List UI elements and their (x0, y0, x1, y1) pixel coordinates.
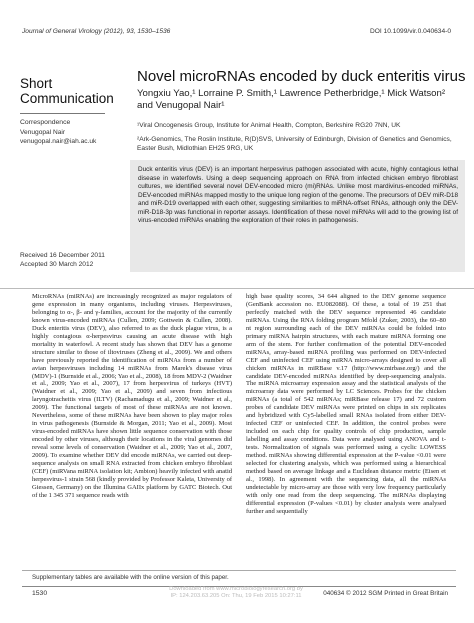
journal-citation: Journal of General Virology (2012), 93, 1530–1536 (22, 28, 171, 35)
footnote-divider (22, 570, 456, 571)
article-title: Novel microRNAs encoded by duck enteritis virus (137, 68, 466, 85)
page-number: 1530 (32, 590, 48, 597)
sidebar-divider (20, 113, 105, 114)
author-list: Yongxiu Yao,¹ Lorraine P. Smith,¹ Lawrence Petherbridge,¹ Mick Watson² and Venugopal Nair¹ (137, 88, 446, 111)
copyright-line: 040634 © 2012 SGM Printed in Great Britain (323, 590, 448, 597)
correspondence-label: Correspondence (20, 119, 71, 126)
header-divider (0, 288, 474, 289)
section-type-title (20, 76, 114, 106)
correspondence-name: Venugopal Nair (20, 129, 66, 136)
affiliation-2: ²Ark-Genomics, The Roslin Institute, R(D)SVS, University of Edinburgh, Division of Genetics and Genomics, Easter Bush, Midlothian EH25 9RG, UK (137, 136, 452, 152)
received-date: Received 16 December 2011 (20, 252, 105, 259)
doi-label: DOI 10.1099/vir.0.040634-0 (369, 28, 451, 35)
section-title-line2: Communication (20, 91, 114, 106)
download-watermark: Downloaded from www.microbiologyresearch.org by IP: 124.203.63.205 On: Thu, 19 Feb 2015 10:27:11 (169, 586, 303, 599)
supplementary-footnote: Supplementary tables are available with the online version of this paper. (32, 574, 229, 581)
body-column-left: MicroRNAs (miRNAs) are increasingly recognized as major regulators of gene expression in many organisms, including viruses. Herpesviruses, belonging to α-, β- and γ-families, account for the majority of the currently known virus-encoded miRNAs (Cullen, 2009; Gottwein & Cullen, 2008). Duck enteritis virus (DEV), also referred to as the duck plague virus, is a highly contagious α-herpesvirus causing an acute disease with high mortality in waterfowl. A recent study has shown that DEV has a genome structure similar to those of iltoviruses (Zheng et al., 2009). We and others have previously reported the identification of miRNAs from a number of avian herpesviruses including 14 miRNAs from Marek's disease virus (MDV)-1 (Burnside et al., 2006; Yao et al., 2008), 18 from MDV-2 (Waidner et al., 2009; Yao et al., 2007), 17 from herpesvirus of turkeys (HVT) (Waidner et al., 2009; Yao et al., 2009) and seven from infectious laryngotracheitis virus (ILTV) (Rachamadugu et al., 2009; Waidner et al., 2009). The functional targets of most of these miRNAs are not known. Nevertheless, some of these miRNAs have been shown to play major roles in virus pathogenesis (Burnside & Morgan, 2011; Yao et al., 2009). Most virus-encoded miRNAs have shown little sequence conservation with those encoded by other viruses, although their locations in the viral genomes did reveal some levels of conservation (Waidner et al., 2009; Yao et al., 2007, 2009). To examine whether DEV did encode miRNAs, we carried out deep-sequence analysis on small RNA extracted from chicken embryo fibroblast (CEF) (miRVana miRNA isolation kit; Ambion) heavily infected with anatid herpesvirus-1 strain 568 (kindly provided by Professor Kaleta, University of Giessen, Germany) on the Illumina GAIIx platform by GATC Biotech. Out of the 1 345 371 sequence reads with (32, 293, 232, 499)
accepted-date: Accepted 30 March 2012 (20, 261, 94, 268)
correspondence-email[interactable]: venugopal.nair@iah.ac.uk (20, 138, 97, 145)
abstract-text: Duck enteritis virus (DEV) is an important herpesvirus pathogen associated with acute, highly contagious lethal disease in waterfowls. Using a deep sequencing approach on RNA from infected chicken embryo fibroblast cultures, we identified several novel DEV-encoded micro (mi)RNAs. Unlike most mardivirus-encoded miRNAs, DEV-encoded miRNAs mapped mostly to the unique long region of the genome. The precursors of DEV miR-D18 and miR-D19 overlapped with each other, suggesting similarities to miRNA-offset RNAs, although only the DEV-miR-D18-3p was functional in reporter assays. Identification of these novel miRNAs will add to the growing list of virus-encoded miRNAs enabling the exploration of their roles in pathogenesis. (138, 166, 458, 225)
section-title-line1: Short (20, 76, 53, 91)
body-column-right: high base quality scores, 34 644 aligned to the DEV genome sequence (GenBank accession no. EU082088). Of these, a total of 19 251 that perfectly matched with the DEV sequence represented 46 candidate miRNAs. Using the RNA folding program Mfold (Zuker, 2003), the 60–80 nt region surrounding each of the DEV miRNAs could be folded into primary miRNA hairpin structures, with each mature miRNA forming one arm of the stem. For further confirmation of the potential DEV-encoded miRNAs, array-based miRNA profiling was performed on DEV-infected CEF and uninfected CEF using miRNA micro-arrays designed to cover all chicken miRNAs in miRBase v.17 (http://www.mirbase.org/) and the candidate DEV-encoded miRNAs identified by deep-sequencing analysis. The miRNA microarray expression assay and the statistical analysis of the microarray data were performed by LC Sciences. Probes for the chicken miRNAs (a total of 542 miRNAs; miRBase release 17) and 72 custom probes of candidate DEV miRNAs were printed on chips in six replicates and hybridized with Cy5-labelled small RNAs isolated from either DEV-infected CEF or uninfected CEF. In addition, the control probes were included on each chip for quality controls of chip production, sample labelling and assay conditions. Data were analysed using ANOVA and t-tests. Normalization of signals was performed using a cyclic LOWESS method. miRNAs showing differential expression at the P-value <0.01 were selected for clustering analysis, which was performed using a hierarchical method based on average linkage and a Euclidean distance metric (Eisen et al., 1998). In agreement with the sequencing data, all the miRNAs undetectable by micro-array are those with very low frequency particularly with only one read from the deep sequencing. The miRNAs displaying differential expression (P-values <0.01) by cluster analysis were analysed further and sequentially (246, 293, 446, 515)
affiliation-1: ¹Viral Oncogenesis Group, Institute for Animal Health, Compton, Berkshire RG20 7NN, UK (137, 122, 401, 129)
